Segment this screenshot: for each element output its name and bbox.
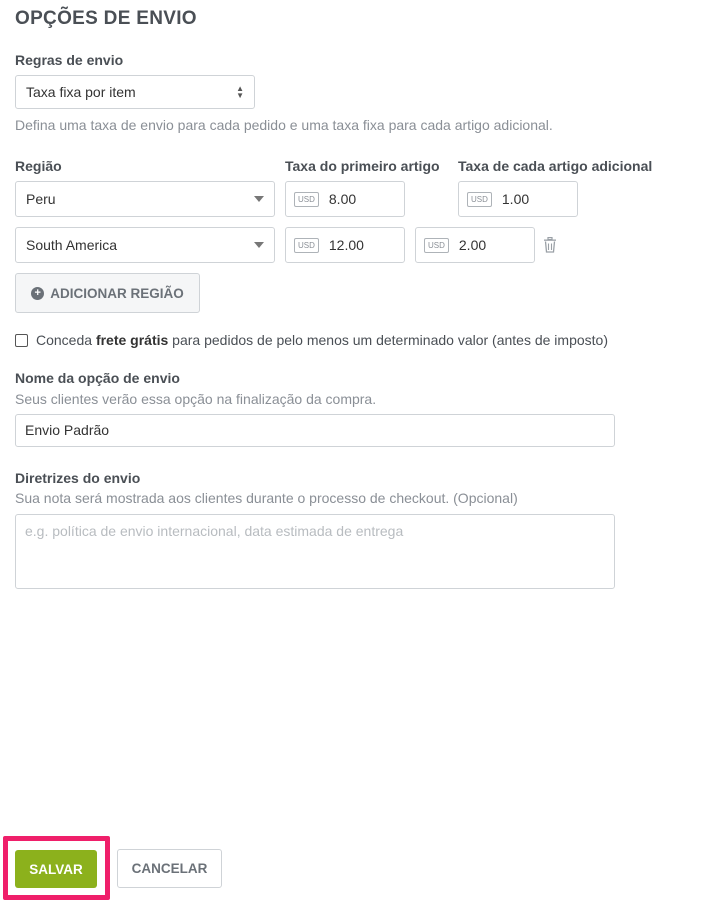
additional-item-rate-value: 2.00 xyxy=(458,237,487,253)
option-name-label: Nome da opção de envio xyxy=(15,370,180,386)
free-shipping-suffix: para pedidos de pelo menos um determinado valor (antes de imposto) xyxy=(168,332,608,348)
add-region-label: ADICIONAR REGIÃO xyxy=(50,285,184,301)
save-button[interactable]: SALVAR xyxy=(15,850,97,888)
free-shipping-prefix: Conceda xyxy=(36,332,96,348)
chevron-down-icon xyxy=(254,196,264,202)
currency-badge: USD xyxy=(294,192,319,207)
chevron-down-icon xyxy=(254,242,264,248)
free-shipping-text xyxy=(36,332,608,348)
shipping-rules-label: Regras de envio xyxy=(15,52,124,68)
guidelines-label: Diretrizes do envio xyxy=(15,470,141,486)
first-item-rate-value: 8.00 xyxy=(328,191,357,207)
updown-arrows-icon: ▲ ▼ xyxy=(236,84,244,100)
plus-circle-icon: + xyxy=(31,287,44,300)
add-region-button[interactable] xyxy=(15,273,200,313)
currency-badge: USD xyxy=(424,238,449,253)
option-name-input[interactable]: Envio Padrão xyxy=(15,414,615,447)
currency-badge: USD xyxy=(467,192,492,207)
additional-item-column-header: Taxa de cada artigo adicional xyxy=(458,158,653,174)
guidelines-hint: Sua nota será mostrada aos clientes durante o processo de checkout. (Opcional) xyxy=(15,490,518,506)
shipping-rules-selected: Taxa fixa por item xyxy=(26,84,136,100)
first-item-rate-value: 12.00 xyxy=(328,237,364,253)
additional-item-rate-value: 1.00 xyxy=(501,191,530,207)
cancel-button[interactable]: CANCELAR xyxy=(117,849,222,888)
free-shipping-checkbox[interactable] xyxy=(15,334,28,347)
first-item-rate-input-peru[interactable] xyxy=(285,181,405,217)
guidelines-textarea[interactable]: e.g. política de envio internacional, data estimada de entrega xyxy=(15,514,615,589)
region-column-header: Região xyxy=(15,158,62,174)
option-name-hint: Seus clientes verão essa opção na finalização da compra. xyxy=(15,391,377,407)
trash-icon[interactable] xyxy=(543,237,557,253)
additional-item-rate-input-peru[interactable] xyxy=(458,181,578,217)
free-shipping-row[interactable] xyxy=(15,332,608,348)
currency-badge: USD xyxy=(294,238,319,253)
free-shipping-bold: frete grátis xyxy=(95,332,169,348)
region-select-value: Peru xyxy=(26,191,56,207)
shipping-rules-select[interactable] xyxy=(15,75,255,109)
shipping-rules-hint: Defina uma taxa de envio para cada pedido e uma taxa fixa para cada artigo adicional. xyxy=(15,117,553,133)
region-select-value: South America xyxy=(26,237,118,253)
first-item-column-header: Taxa do primeiro artigo xyxy=(285,158,440,174)
region-select-peru[interactable] xyxy=(15,181,275,217)
additional-item-rate-input-south-america[interactable] xyxy=(415,227,535,263)
page-title: OPÇÕES DE ENVIO xyxy=(15,8,197,29)
region-select-south-america[interactable] xyxy=(15,227,275,263)
first-item-rate-input-south-america[interactable] xyxy=(285,227,405,263)
